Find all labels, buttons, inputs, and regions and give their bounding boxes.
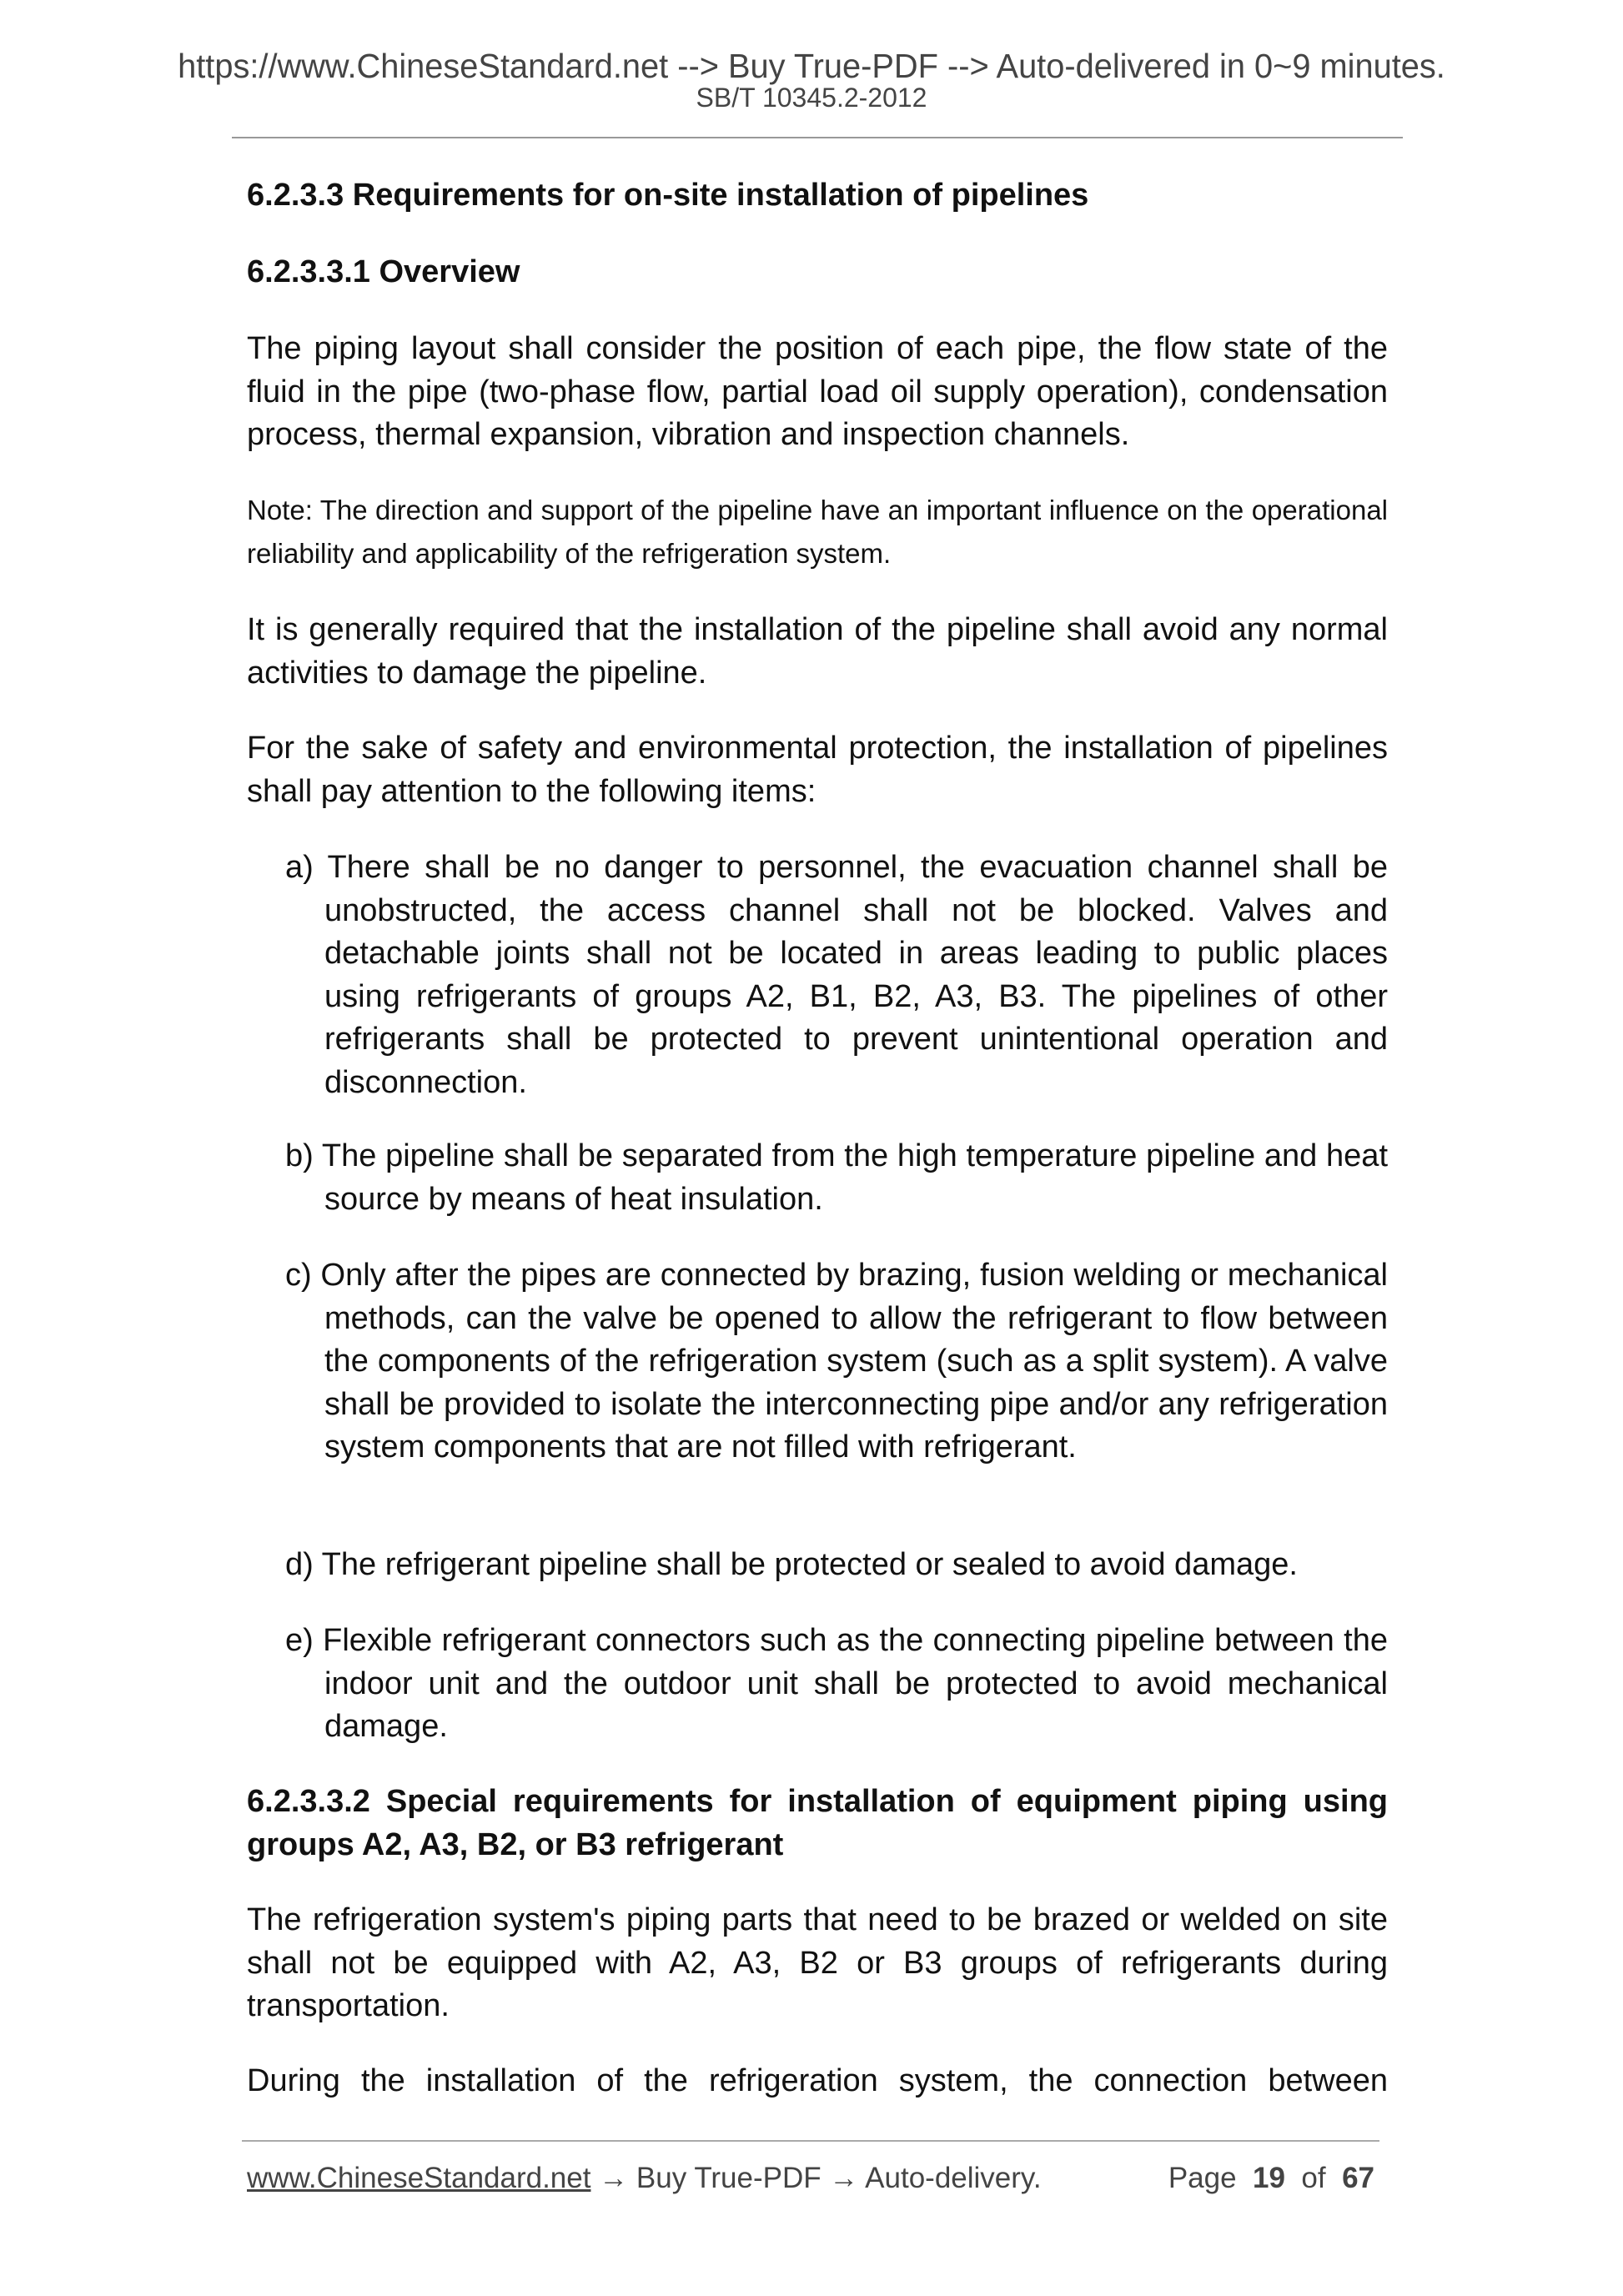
page-indicator: Page 19 of 67 (1168, 2162, 1374, 2194)
site-link[interactable]: www.ChineseStandard.net (247, 2162, 591, 2194)
footer (247, 2162, 1374, 2195)
paragraph: It is generally required that the installation of the pipeline shall avoid any normal activities to damage the pipeline. (247, 612, 1388, 691)
note: Note: The direction and support of the pipeline have an important influence on the operational reliability and applicability of the refrigeration system. (247, 495, 1388, 569)
page-number: 19 (1253, 2162, 1285, 2194)
header-banner: https://www.ChineseStandard.net --> Buy True-PDF --> Auto-delivered in 0~9 minutes. (178, 47, 1445, 85)
list-item-a: a) There shall be no danger to personnel, the evacuation channel shall be unobstructed, the access channel shall not be blocked. Valves and detachable joints shall not be located in areas leading to public places using refrigerants of groups A2, B1, B2, A3, B3. The pipelines of other refrigerants shall be protected to prevent unintentional operation and disconnection. (285, 850, 1388, 1100)
paragraph: For the sake of safety and environmental protection, the installation of pipelines shall pay attention to the following items: (247, 731, 1388, 809)
list-item-b: b) The pipeline shall be separated from the high temperature pipeline and heat source by means of heat insulation. (285, 1138, 1388, 1217)
list-item-e: e) Flexible refrigerant connectors such as the connecting pipeline between the indoor unit and the outdoor unit shall be protected to avoid mechanical damage. (285, 1623, 1388, 1744)
section-heading: 6.2.3.3 Requirements for on-site installation of pipelines (247, 178, 1089, 213)
paragraph: The refrigeration system's piping parts that need to be brazed or welded on site shall not be equipped with A2, A3, B2 or B3 groups of refrigerants during transportation. (247, 1902, 1388, 2023)
footer-tagline: → Buy True-PDF → Auto-delivery. (590, 2162, 1042, 2194)
list-item-c: c) Only after the pipes are connected by brazing, fusion welding or mechanical methods, can the valve be opened to allow the refrigerant to flow between the components of the refrigeration system (such as a split system). A valve shall be provided to isolate the interconnecting pipe and/or any refrigeration system components that are not filled with refrigerant. (285, 1258, 1388, 1465)
footer-divider (242, 2140, 1379, 2142)
list-item-d: d) The refrigerant pipeline shall be protected or sealed to avoid damage. (285, 1547, 1298, 1582)
subsection-heading: 6.2.3.3.1 Overview (247, 254, 520, 289)
subsection-heading: 6.2.3.3.2 Special requirements for installation of equipment piping using groups A2, A3, B2, or B3 refrigerant (247, 1784, 1388, 1862)
page-total: 67 (1342, 2162, 1374, 2194)
header-divider (232, 137, 1403, 138)
footer-left (247, 2162, 1042, 2195)
paragraph: The piping layout shall consider the position of each pipe, the flow state of the fluid in the pipe (two-phase flow, partial load oil supply operation), condensation process, thermal expansion, vibration and inspection channels. (247, 331, 1388, 452)
document-id: SB/T 10345.2-2012 (696, 83, 927, 113)
paragraph: During the installation of the refrigeration system, the connection between (247, 2063, 1388, 2098)
